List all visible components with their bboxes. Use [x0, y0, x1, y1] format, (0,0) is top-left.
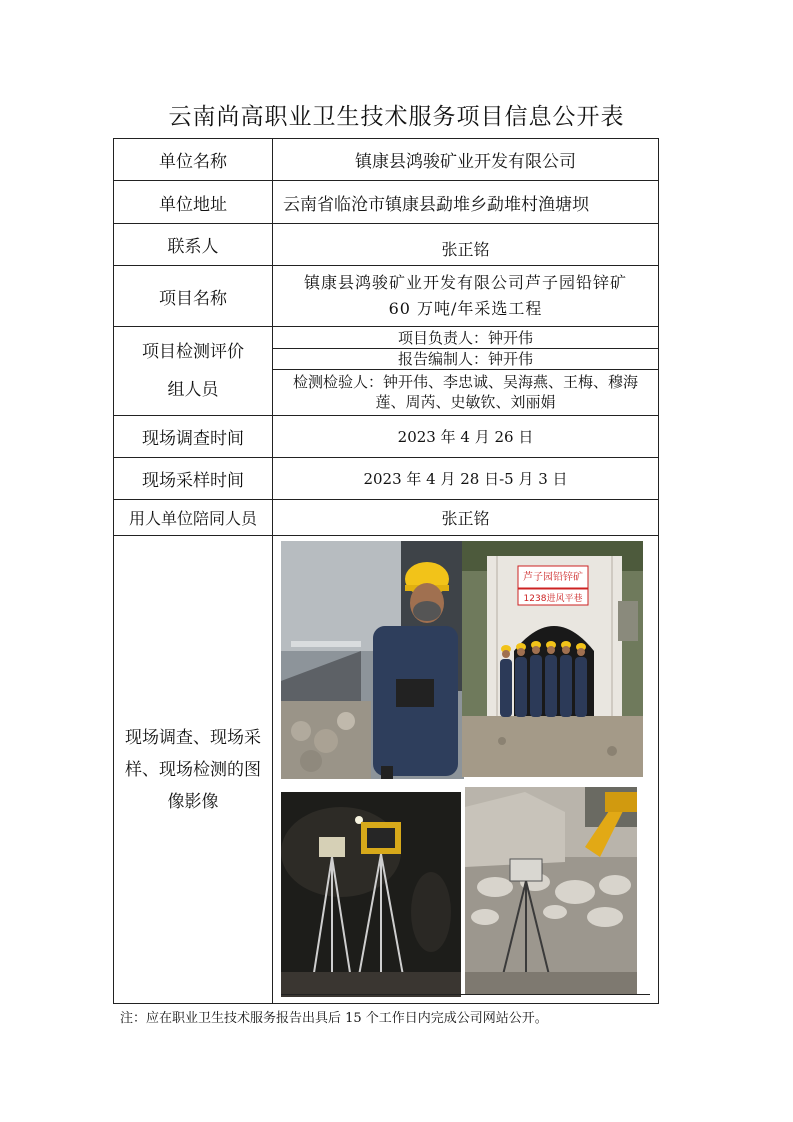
team-editor: 报告编制人：钟开伟 — [273, 349, 658, 370]
row-survey-time — [114, 416, 659, 458]
photo-instrument-excavator — [465, 787, 637, 995]
project-name-label: 项目名称 — [114, 266, 273, 327]
survey-time-value: 2023 年 4 月 26 日 — [273, 416, 659, 458]
project-name-line1: 镇康县鸿骏矿业开发有限公司芦子园铅锌矿 — [303, 273, 627, 292]
escort-value: 张正铭 — [273, 500, 659, 536]
images-label-line3: 像影像 — [167, 791, 219, 812]
photo-team-tunnel — [462, 541, 643, 777]
footnote: 注：应在职业卫生技术服务报告出具后 15 个工作日内完成公司网站公开。 — [120, 1011, 548, 1026]
images-label-line1: 现场调查、现场采 — [125, 727, 261, 748]
row-unit-address — [114, 181, 659, 224]
page-title: 云南尚高职业卫生技术服务项目信息公开表 — [168, 104, 625, 130]
unit-name-label: 单位名称 — [114, 139, 273, 181]
team-inspectors-line1: 检测检验人：钟开伟、李忠诚、吴海燕、王梅、穆海 — [292, 373, 638, 391]
info-table — [113, 138, 659, 1004]
escort-label: 用人单位陪同人员 — [114, 500, 273, 536]
photo-team-tunnel-sign-line1: 芦子园铅锌矿 — [523, 571, 583, 583]
photo-bottom-line — [281, 994, 650, 995]
photo-grid — [273, 537, 658, 1003]
unit-name-value: 镇康县鸿骏矿业开发有限公司 — [273, 139, 659, 181]
row-sampling-time — [114, 458, 659, 500]
project-name-line2: 60 万吨/年采选工程 — [388, 299, 543, 318]
row-team — [114, 327, 659, 416]
photo-team-tunnel-sign-line2: 1238进风平巷 — [523, 593, 583, 604]
row-project-name — [114, 266, 659, 327]
photo-worker-helmet-image — [281, 541, 464, 779]
images-cell — [273, 536, 659, 1004]
photo-instruments-underground — [281, 792, 461, 997]
photo-worker-helmet — [281, 541, 464, 779]
photo-instrument-excavator-image — [465, 787, 637, 995]
team-value — [273, 327, 659, 416]
contact-value: 张正铭 — [273, 224, 659, 266]
project-name-value — [273, 266, 659, 327]
photo-team-tunnel-image — [462, 541, 643, 777]
row-images — [114, 536, 659, 1004]
images-label-line2: 样、现场检测的图 — [125, 759, 261, 780]
contact-label: 联系人 — [114, 224, 273, 266]
team-inspectors — [273, 370, 658, 414]
team-label-line2: 组人员 — [167, 380, 219, 400]
sampling-time-label: 现场采样时间 — [114, 458, 273, 500]
survey-time-label: 现场调查时间 — [114, 416, 273, 458]
row-contact — [114, 224, 659, 266]
unit-address-label: 单位地址 — [114, 181, 273, 224]
row-escort — [114, 500, 659, 536]
unit-address-value: 云南省临沧市镇康县勐堆乡勐堆村渔塘坝 — [273, 181, 659, 224]
team-leader: 项目负责人：钟开伟 — [273, 328, 658, 349]
team-label — [114, 327, 273, 416]
photo-instruments-underground-image — [281, 792, 461, 997]
team-inspectors-line2: 莲、周芮、史敏钦、刘丽娟 — [375, 393, 556, 411]
images-label — [114, 536, 273, 1004]
sampling-time-value: 2023 年 4 月 28 日-5 月 3 日 — [273, 458, 659, 500]
team-label-line1: 项目检测评价 — [142, 342, 244, 362]
row-unit-name — [114, 139, 659, 181]
